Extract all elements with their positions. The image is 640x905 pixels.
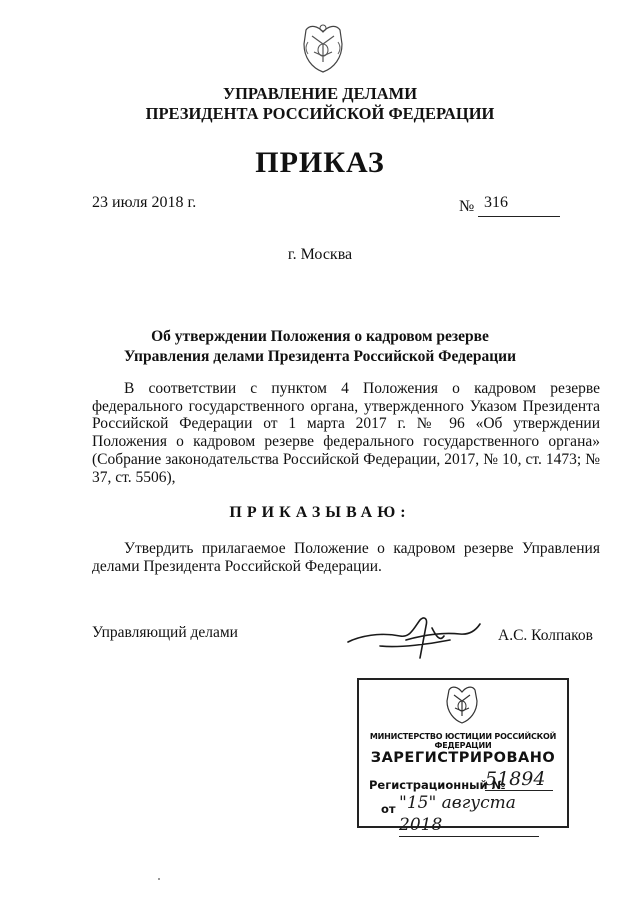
subject-line-1: Об утверждении Положения о кадровом резерве: [151, 328, 489, 345]
organization-line-2: ПРЕЗИДЕНТА РОССИЙСКОЙ ФЕДЕРАЦИИ: [145, 104, 495, 123]
subject-line-2: Управления делами Президента Российской Федерации: [123, 348, 517, 365]
document-date: 23 июля 2018 г.: [92, 194, 197, 211]
document-number: 316: [484, 194, 508, 211]
stamp-date-label: от: [381, 802, 396, 816]
organization-line-1: УПРАВЛЕНИЕ ДЕЛАМИ: [222, 84, 418, 103]
document-type: ПРИКАЗ: [255, 146, 385, 179]
signer-role: Управляющий делами: [92, 624, 238, 641]
organization-name: [0, 84, 640, 124]
order-word: ПРИКАЗЫВАЮ:: [229, 504, 411, 521]
document-subject: [0, 327, 640, 367]
signer-name: А.С. Колпаков: [498, 627, 593, 644]
registration-stamp: [357, 678, 569, 835]
document-city: г. Москва: [287, 246, 353, 263]
stamp-status: ЗАРЕГИСТРИРОВАНО: [370, 750, 556, 766]
scan-speck: [158, 878, 160, 880]
russian-coat-of-arms-icon: [444, 684, 480, 724]
handwritten-signature: [340, 606, 490, 666]
russian-coat-of-arms-icon: [300, 22, 346, 74]
stamp-registration-label: Регистрационный №: [369, 778, 506, 792]
number-underline: [478, 216, 560, 217]
number-sign: №: [459, 198, 475, 215]
decree-paragraph: Утвердить прилагаемое Положение о кадровом резерве Управления делами Президента Российской Федерации.: [92, 540, 600, 575]
preamble-paragraph: В соответствии с пунктом 4 Положения о кадровом резерве федерального государственного органа, утвержденного Указом Президента Российской Федерации от 1 марта 2017 г. № 96 «Об утверждении Положения о кадровом резерве федерального государственного органа» (Собрание законодательства Российской Федерации, 2017, № 10, ст. 1473; № 37, ст. 5506),: [92, 380, 600, 486]
stamp-registration-number: 51894: [485, 768, 553, 791]
stamp-date-value: "15" августа 2018: [399, 792, 539, 837]
stamp-ministry: МИНИСТЕРСТВО ЮСТИЦИИ РОССИЙСКОЙ ФЕДЕРАЦИИ: [369, 732, 557, 750]
